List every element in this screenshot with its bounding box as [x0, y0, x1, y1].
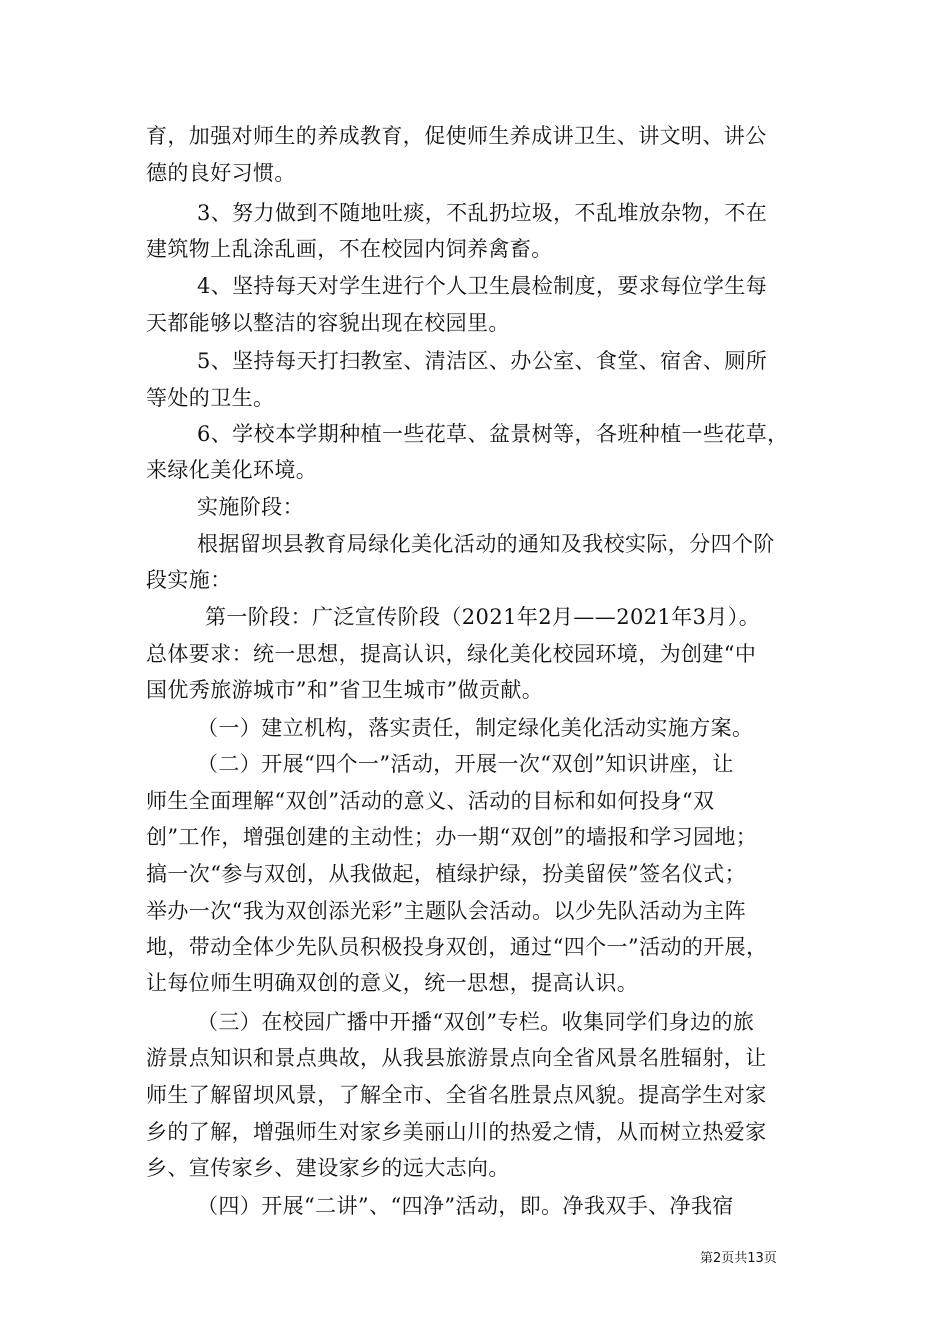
text-line: 来绿化美化环境。 — [146, 458, 318, 482]
section-heading: 实施阶段： — [197, 495, 304, 519]
text-line: （一）建立机构，落实责任，制定绿化美化活动实施方案。 — [197, 716, 754, 740]
text-line: 创”工作，增强创建的主动性；办一期“双创”的墙报和学习园地； — [146, 825, 758, 849]
text-line: 6、学校本学期种植一些花草、盆景树等，各班种植一些花草， — [197, 422, 789, 446]
text-line: 让每位师生明确双创的意义，统一思想，提高认识。 — [146, 971, 639, 995]
text-line: （二）开展“四个一”活动，开展一次“双创”知识讲座，让 — [197, 752, 734, 776]
text-line: 地，带动全体少先队员积极投身双创，通过“四个一”活动的开展， — [146, 935, 768, 959]
text-line: 5、坚持每天打扫教室、清洁区、办公室、食堂、宿舍、厕所 — [197, 349, 768, 373]
text-line: 举办一次“我为双创添光彩”主题队会活动。以少先队活动为主阵 — [146, 899, 747, 923]
text-line: （三）在校园广播中开播“双创”专栏。收集同学们身边的旅 — [197, 1010, 755, 1034]
text-line: 乡、宣传家乡、建设家乡的远大志向。 — [146, 1156, 510, 1180]
text-line: 乡的了解，增强师生对家乡美丽山川的热爱之情，从而树立热爱家 — [146, 1120, 767, 1144]
text-line: 根据留坝县教育局绿化美化活动的通知及我校实际，分四个阶 — [197, 532, 775, 556]
text-line: 4、坚持每天对学生进行个人卫生晨检制度，要求每位学生每 — [197, 274, 768, 298]
stage-heading: 第一阶段：广泛宣传阶段（2021年2月——2021年3月）。 — [205, 605, 761, 629]
text-line: 育，加强对师生的养成教育，促使师生养成讲卫生、讲文明、讲公 — [146, 124, 767, 148]
text-line: 天都能够以整洁的容貌出现在校园里。 — [146, 311, 510, 335]
text-line: 师生全面理解“双创”活动的意义、活动的目标和如何投身“双 — [146, 789, 715, 813]
text-line: 游景点知识和景点典故，从我县旅游景点向全省风景名胜辐射，让 — [146, 1046, 767, 1070]
text-line: 3、努力做到不随地吐痰，不乱扔垃圾，不乱堆放杂物，不在 — [197, 201, 768, 225]
text-line: 搞一次“参与双创，从我做起，植绿护绿，扮美留侯”签名仪式； — [146, 862, 747, 886]
text-line: （四）开展“二讲”、“四净”活动，即。净我双手、净我宿 — [197, 1194, 734, 1218]
text-line: 等处的卫生。 — [146, 386, 275, 410]
text-line: 师生了解留坝风景，了解全市、全省名胜景点风貌。提高学生对家 — [146, 1083, 767, 1107]
page-number-footer: 第2页共13页 — [700, 1251, 777, 1266]
text-line: 总体要求：统一思想，提高认识，绿化美化校园环境，为创建“中 — [146, 642, 757, 666]
text-line: 建筑物上乱涂乱画，不在校园内饲养禽畜。 — [146, 237, 553, 261]
text-line: 段实施： — [146, 568, 232, 592]
text-line: 德的良好习惯。 — [146, 161, 296, 185]
text-line: 国优秀旅游城市”和”省卫生城市”做贡献。 — [146, 678, 544, 702]
